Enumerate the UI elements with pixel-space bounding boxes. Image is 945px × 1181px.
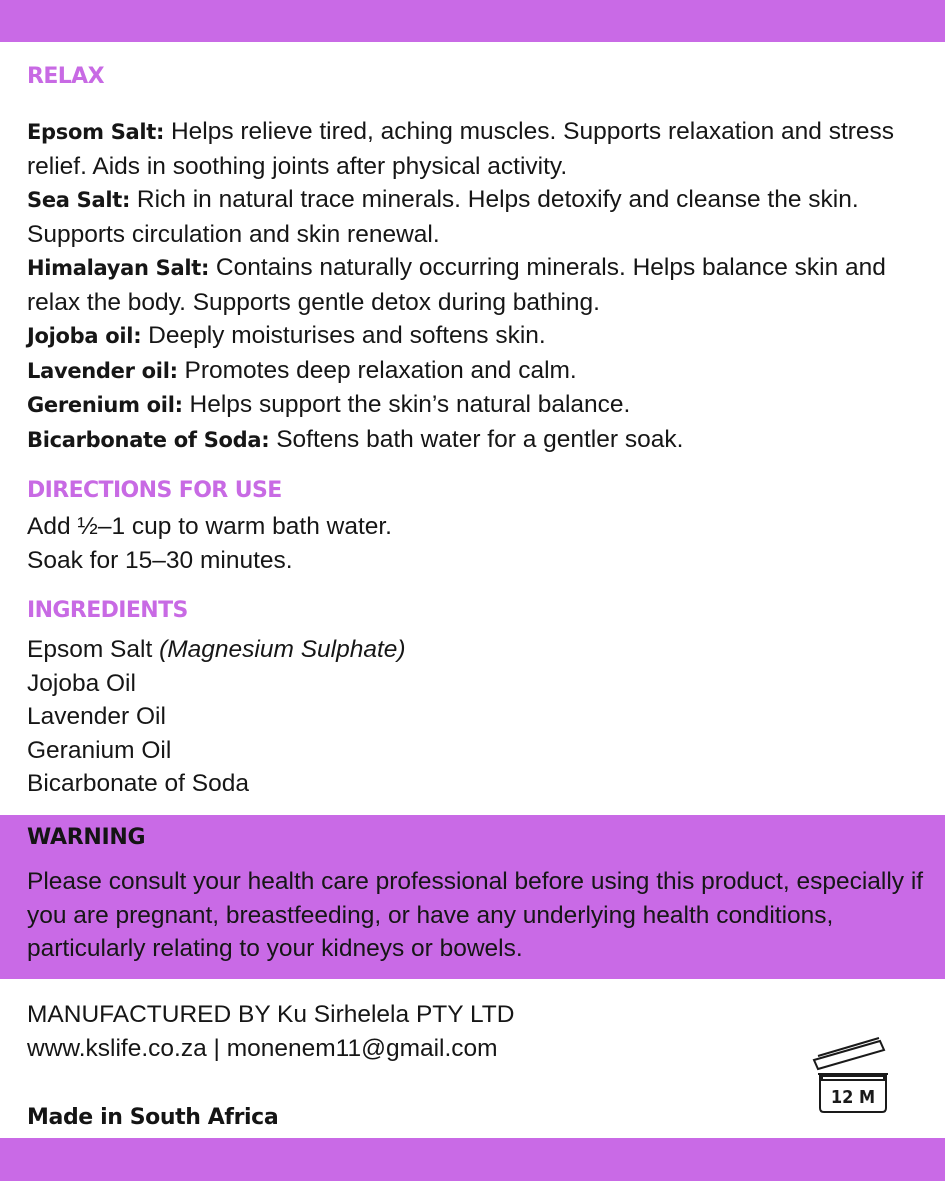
ingredient-item bbox=[27, 633, 917, 667]
open-jar-icon bbox=[808, 1036, 892, 1116]
benefit-jojoba-oil bbox=[27, 319, 917, 354]
benefit-term: Bicarbonate of Soda: bbox=[27, 427, 270, 452]
benefit-term: Gerenium oil: bbox=[27, 393, 183, 417]
relax-heading: RELAX bbox=[27, 64, 104, 89]
warning-box bbox=[0, 815, 945, 979]
benefit-term: Lavender oil: bbox=[27, 358, 178, 383]
directions-heading: DIRECTIONS FOR USE bbox=[27, 478, 282, 503]
ingredient-note: (Magnesium Sulphate) bbox=[159, 636, 406, 663]
benefit-text: Helps support the skin’s natural balance. bbox=[182, 391, 631, 418]
benefit-text: Deeply moisturises and softens skin. bbox=[141, 322, 546, 349]
benefit-text: Helps relieve tired, aching muscles. Supports relaxation and stress relief. Aids in soothing joints after physical activity. bbox=[27, 118, 895, 180]
benefit-term: Epsom Salt: bbox=[27, 120, 165, 144]
top-accent-band bbox=[0, 0, 945, 42]
warning-text: Please consult your health care professional before using this product, especially if you are pregnant, breastfeeding, or have any underlying health conditions, particularly relating to your kidneys or bowels. bbox=[27, 868, 924, 962]
manufacturer-contact: www.kslife.co.za | monenem11@gmail.com bbox=[27, 1034, 498, 1062]
benefit-gerenium-oil bbox=[27, 388, 917, 423]
benefit-sea-salt bbox=[27, 183, 917, 251]
benefit-text: Promotes deep relaxation and calm. bbox=[177, 356, 577, 384]
bottom-accent-band bbox=[0, 1138, 945, 1181]
benefit-epsom-salt bbox=[27, 115, 917, 183]
relax-benefits-list bbox=[27, 115, 917, 457]
benefit-bicarbonate bbox=[27, 423, 917, 458]
ingredient-item: Bicarbonate of Soda bbox=[27, 770, 250, 797]
benefit-himalayan-salt bbox=[27, 251, 917, 319]
direction-line: Soak for 15–30 minutes. bbox=[27, 546, 293, 574]
benefit-term: Himalayan Salt: bbox=[27, 256, 210, 280]
benefit-text: Softens bath water for a gentler soak. bbox=[269, 425, 684, 453]
benefit-term: Sea Salt: bbox=[27, 188, 131, 212]
ingredients-heading: INGREDIENTS bbox=[27, 598, 188, 623]
benefit-text: Contains naturally occurring minerals. Helps balance skin and relax the body. Supports gentle detox during bathing. bbox=[27, 254, 886, 316]
pao-label: 12 M bbox=[830, 1087, 876, 1108]
directions-text bbox=[27, 510, 917, 577]
ingredient-item: Jojoba Oil bbox=[27, 669, 136, 697]
ingredient-item: Geranium Oil bbox=[27, 736, 172, 764]
direction-line: Add ½–1 cup to warm bath water. bbox=[27, 513, 392, 540]
benefit-lavender-oil bbox=[27, 354, 917, 389]
ingredients-list bbox=[27, 633, 917, 801]
benefit-text: Rich in natural trace minerals. Helps detoxify and cleanse the skin. Supports circulation and skin renewal. bbox=[27, 186, 859, 248]
manufacturer-info bbox=[27, 998, 917, 1065]
warning-title: WARNING bbox=[27, 825, 146, 850]
manufacturer-name: MANUFACTURED BY Ku Sirhelela PTY LTD bbox=[27, 1001, 515, 1028]
ingredient-name: Epsom Salt bbox=[27, 636, 160, 663]
ingredient-item: Lavender Oil bbox=[27, 703, 166, 730]
made-in-label: Made in South Africa bbox=[27, 1105, 279, 1130]
benefit-term: Jojoba oil: bbox=[27, 324, 142, 348]
